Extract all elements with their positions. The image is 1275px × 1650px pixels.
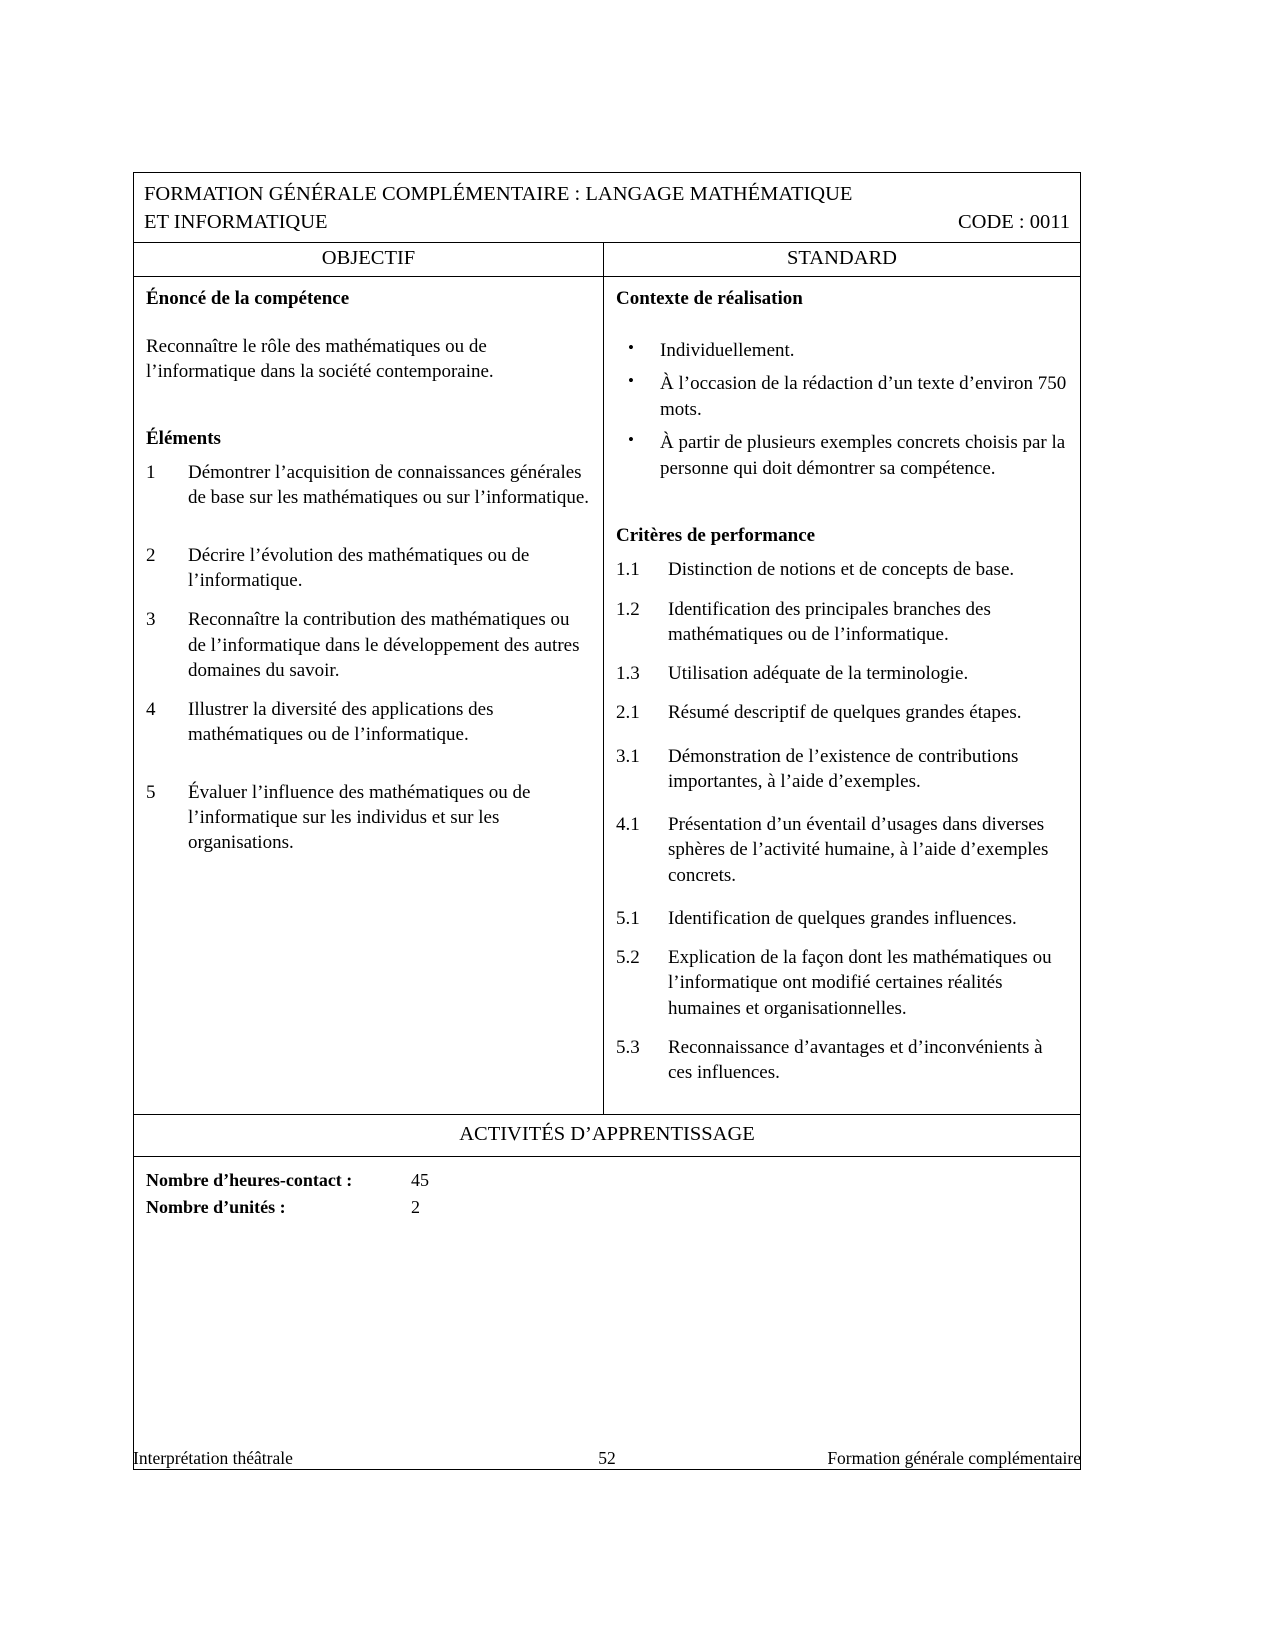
element-text: Illustrer la diversité des applications des mathématiques ou de l’informatique. (188, 699, 494, 746)
criterion-number: 4.1 (616, 814, 640, 836)
table-body-row (134, 277, 1080, 1114)
header-title-line2-row (144, 209, 1070, 237)
criterion-number: 1.3 (616, 663, 640, 685)
element-item (146, 460, 591, 511)
page-number: 52 (598, 1448, 616, 1468)
context-list (616, 338, 1068, 481)
element-item (146, 780, 591, 856)
criterion-item (616, 945, 1068, 1021)
competency-code: CODE : 0011 (958, 210, 1070, 233)
criterion-text: Utilisation adéquate de la terminologie. (668, 663, 969, 685)
criterion-text: Distinction de notions et de concepts de base. (668, 559, 1015, 581)
criterion-text: Présentation d’un éventail d’usages dans diverses sphères de l’activité humaine, à l’aide d’exemples concrets. (668, 814, 1049, 886)
units-row (146, 1194, 1068, 1221)
element-text: Décrire l’évolution des mathématiques ou de l’informatique. (188, 544, 530, 591)
activities-details (134, 1157, 1080, 1469)
criterion-number: 5.3 (616, 1037, 640, 1059)
units-value: 2 (411, 1196, 420, 1217)
standard-column (604, 277, 1080, 1113)
element-number: 2 (146, 544, 156, 566)
footer-left-text: Interprétation théâtrale (133, 1448, 293, 1468)
page-footer (133, 1448, 1081, 1469)
hours-contact-row (146, 1167, 1068, 1194)
element-item (146, 543, 591, 594)
criterion-item (616, 661, 1068, 686)
hours-contact-label: Nombre d’heures-contact : (146, 1169, 353, 1190)
standard-section-title: Contexte de réalisation (616, 288, 803, 310)
criterion-number: 1.1 (616, 559, 640, 581)
element-number: 4 (146, 699, 156, 721)
criterion-text: Identification des principales branches des mathématiques ou de l’informatique. (668, 598, 991, 645)
element-item (146, 697, 591, 748)
column-headings-row (134, 243, 1080, 277)
objectif-section-title: Énoncé de la compétence (146, 288, 350, 310)
criterion-number: 2.1 (616, 702, 640, 724)
criterion-item (616, 906, 1068, 931)
criterion-item (616, 557, 1068, 582)
criterion-text: Reconnaissance d’avantages et d’inconvénients à ces influences. (668, 1037, 1043, 1084)
column-heading-standard: STANDARD (787, 247, 897, 270)
element-text: Évaluer l’influence des mathématiques ou de l’informatique sur les individus et sur les organisations. (188, 781, 531, 854)
competency-statement: Reconnaître le rôle des mathématiques ou de l’informatique dans la société contemporaine. (146, 336, 494, 383)
activities-heading: ACTIVITÉS D’APPRENTISSAGE (134, 1115, 1080, 1157)
criterion-item (616, 812, 1068, 888)
context-item: • À l’occasion de la rédaction d’un texte d’environ 750 mots. (616, 371, 1068, 422)
criterion-text: Explication de la façon dont les mathématiques ou l’informatique ont modifié certaines réalités humaines et organisationnelles. (668, 947, 1052, 1019)
element-item (146, 607, 591, 683)
footer-right-text: Formation générale complémentaire (827, 1448, 1081, 1468)
criterion-item (616, 700, 1068, 725)
criterion-text: Résumé descriptif de quelques grandes étapes. (668, 702, 1022, 724)
table-header-band (134, 173, 1080, 243)
criterion-item (616, 744, 1068, 795)
competency-table (133, 172, 1081, 1470)
element-text: Reconnaître la contribution des mathématiques ou de l’informatique dans le développement des autres domaines du savoir. (188, 609, 580, 681)
element-number: 1 (146, 462, 156, 484)
criterion-text: Démonstration de l’existence de contributions importantes, à l’aide d’exemples. (668, 745, 1019, 792)
units-label: Nombre d’unités : (146, 1196, 286, 1217)
column-heading-objectif: OBJECTIF (134, 243, 604, 276)
hours-contact-value: 45 (411, 1169, 429, 1190)
objectif-column (134, 277, 604, 1113)
context-item: • Individuellement. (616, 338, 1068, 363)
element-number: 5 (146, 781, 156, 803)
header-title-line1: FORMATION GÉNÉRALE COMPLÉMENTAIRE : LANGAGE MATHÉMATIQUE (144, 183, 853, 205)
criterion-item (616, 597, 1068, 648)
criterion-number: 3.1 (616, 745, 640, 767)
criteria-title: Critères de performance (616, 525, 816, 547)
context-item: • À partir de plusieurs exemples concrets choisis par la personne qui doit démontrer sa compétence. (616, 430, 1068, 481)
criterion-number: 1.2 (616, 598, 640, 620)
element-text: Démontrer l’acquisition de connaissances générales de base sur les mathématiques ou sur l’informatique. (188, 462, 590, 509)
element-number: 3 (146, 609, 156, 631)
criterion-number: 5.2 (616, 947, 640, 969)
criterion-item (616, 1035, 1068, 1086)
header-title-line2: ET INFORMATIQUE (144, 210, 328, 233)
elements-title: Éléments (146, 428, 221, 450)
criterion-text: Identification de quelques grandes influences. (668, 907, 1017, 929)
criterion-number: 5.1 (616, 907, 640, 929)
